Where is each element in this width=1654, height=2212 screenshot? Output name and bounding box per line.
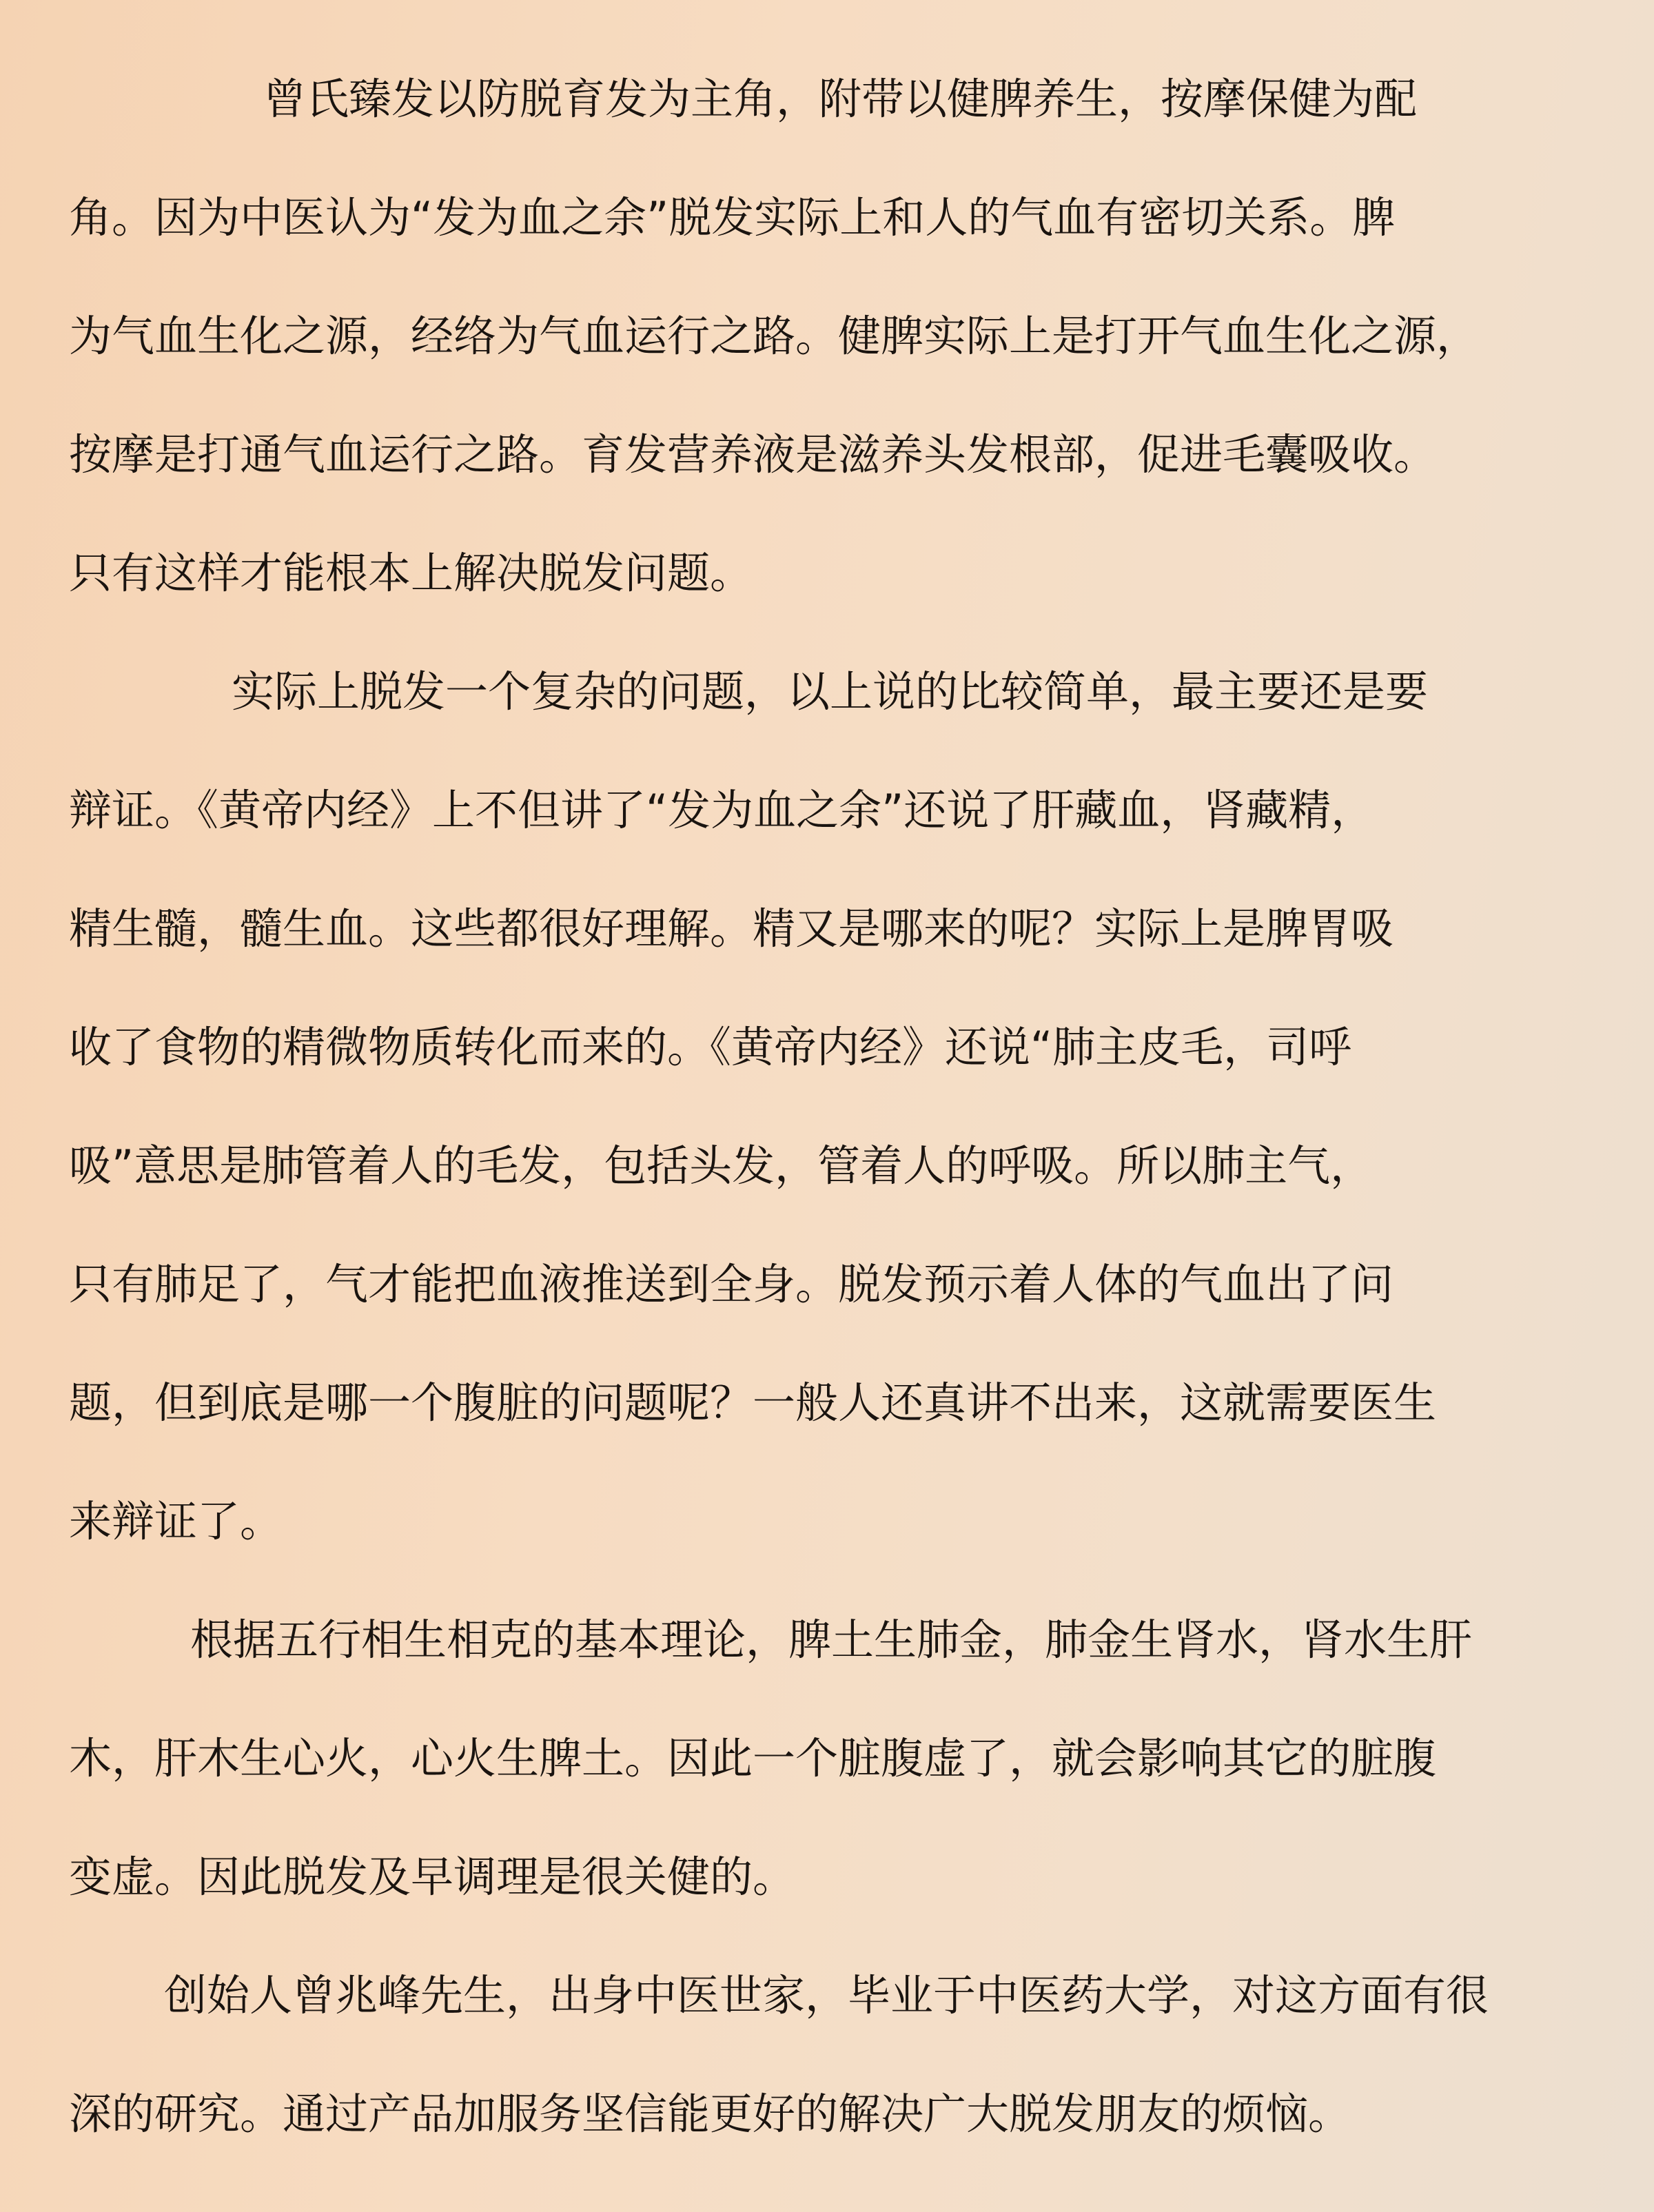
text-line: 创始人曾兆峰先生，出身中医世家，毕业于中医药大学，对这方面有很 bbox=[164, 1970, 1489, 2020]
text-line: 只有这样才能根本上解决脱发问题。 bbox=[69, 548, 753, 598]
text-line: 只有肺足了，气才能把血液推送到全身。脱发预示着人体的气血出了问 bbox=[69, 1259, 1394, 1309]
text-line: 变虚。因此脱发及早调理是很关健的。 bbox=[69, 1852, 796, 1902]
paragraph-founder bbox=[69, 1936, 1606, 2173]
text-line: 按摩是打通气血运行之路。育发营养液是滋养头发根部，促进毛囊吸收。 bbox=[69, 429, 1437, 480]
text-line: 为气血生化之源，经络为气血运行之路。健脾实际上是打开气血生化之源， bbox=[69, 311, 1480, 361]
text-line: 角。因为中医认为“发为血之余”脱发实际上和人的气血有密切关系。脾 bbox=[69, 192, 1396, 243]
text-line: 来辩证了。 bbox=[69, 1496, 283, 1546]
text-line: 深的研究。通过产品加服务坚信能更好的解决广大脱发朋友的烦恼。 bbox=[69, 2089, 1351, 2139]
text-line: 精生髓，髓生血。这些都很好理解。精又是哪来的呢？实际上是脾胃吸 bbox=[69, 903, 1394, 954]
text-line: 根据五行相生相克的基本理论，脾土生肺金，肺金生肾水，肾水生肝 bbox=[190, 1615, 1473, 1665]
text-line: 收了食物的精微物质转化而来的。《黄帝内经》还说“肺主皮毛，司呼 bbox=[69, 1022, 1352, 1072]
paragraph-product-focus bbox=[69, 40, 1606, 633]
text-line: 辩证。《黄帝内经》上不但讲了“发为血之余”还说了肝藏血，肾藏精， bbox=[69, 785, 1374, 835]
paragraph-diagnosis bbox=[69, 633, 1606, 1581]
text-line: 曾氏臻发以防脱育发为主角，附带以健脾养生，按摩保健为配 bbox=[263, 74, 1418, 124]
text-line: 实际上脱发一个复杂的问题，以上说的比较简单，最主要还是要 bbox=[232, 666, 1429, 717]
paragraph-five-elements bbox=[69, 1581, 1606, 1936]
text-line: 木，肝木生心火，心火生脾土。因此一个脏腹虚了，就会影响其它的脏腹 bbox=[69, 1733, 1437, 1783]
text-line: 吸”意思是肺管着人的毛发，包括头发，管着人的呼吸。所以肺主气， bbox=[69, 1140, 1374, 1191]
text-line: 题，但到底是哪一个腹脏的问题呢？一般人还真讲不出来，这就需要医生 bbox=[69, 1378, 1437, 1428]
